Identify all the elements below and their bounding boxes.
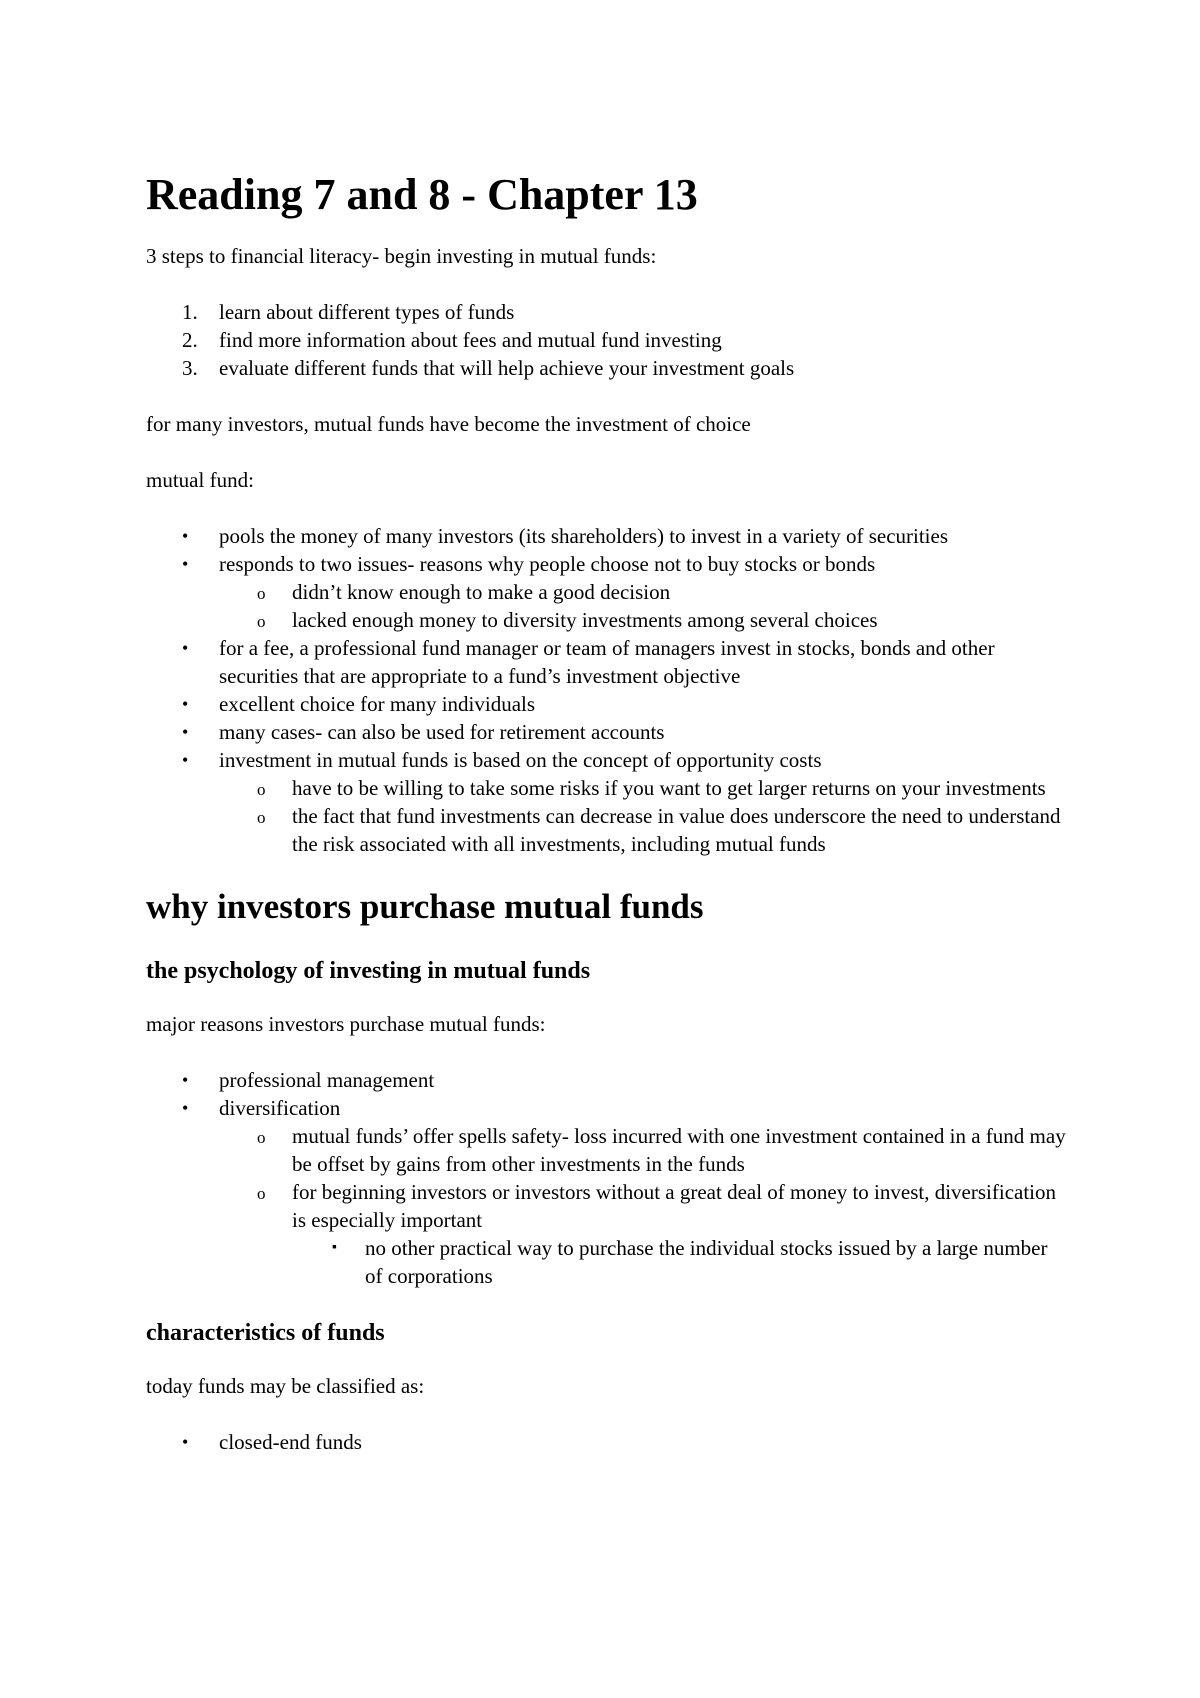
sub-list (219, 774, 1066, 858)
list-item-text: diversification (219, 1096, 341, 1120)
list-item-text: closed-end funds (219, 1430, 362, 1454)
choice-paragraph: for many investors, mutual funds have become the investment of choice (146, 412, 751, 436)
sub-list (219, 1122, 1066, 1290)
list-item-text: many cases- can also be used for retirement accounts (219, 720, 665, 744)
document-page (146, 170, 1066, 1484)
list-item-text: responds to two issues- reasons why people choose not to buy stocks or bonds (219, 552, 876, 576)
list-item-text: evaluate different funds that will help achieve your investment goals (219, 356, 795, 380)
classified-intro: today funds may be classified as: (146, 1374, 425, 1398)
list-item (146, 522, 1066, 550)
list-item-text: the fact that fund investments can decrease in value does underscore the need to understand the risk associated with all investments, including mutual funds (292, 804, 1061, 856)
list-item-text: lacked enough money to diversity investments among several choices (292, 608, 878, 632)
bullet-icon: • (182, 1070, 189, 1090)
sub-sub-list (292, 1234, 1066, 1290)
bullet-icon: • (182, 750, 189, 770)
section-heading-why: why investors purchase mutual funds (146, 887, 704, 926)
mutual-fund-list (146, 522, 1066, 858)
list-item (146, 326, 1066, 354)
list-item-text: excellent choice for many individuals (219, 692, 536, 716)
list-item (219, 1178, 1066, 1290)
list-item-text: no other practical way to purchase the individual stocks issued by a large number of corporations (365, 1236, 1048, 1288)
list-item (146, 550, 1066, 634)
steps-list (146, 298, 1066, 382)
list-item (219, 1122, 1066, 1178)
bullet-icon: • (182, 1098, 189, 1118)
mutual-fund-label: mutual fund: (146, 468, 254, 492)
list-item-text: didn’t know enough to make a good decision (292, 580, 671, 604)
bullet-icon: • (182, 1432, 189, 1452)
list-item (146, 690, 1066, 718)
list-item-text: learn about different types of funds (219, 300, 515, 324)
list-item-text: for beginning investors or investors without a great deal of money to invest, diversification is especially important (292, 1180, 1056, 1232)
reasons-list (146, 1066, 1066, 1290)
bullet-icon: • (182, 694, 189, 714)
intro-paragraph: 3 steps to financial literacy- begin investing in mutual funds: (146, 244, 657, 268)
page-title: Reading 7 and 8 - Chapter 13 (146, 170, 698, 219)
reasons-intro: major reasons investors purchase mutual funds: (146, 1012, 546, 1036)
list-item (146, 354, 1066, 382)
circle-bullet-icon: o (257, 1184, 266, 1203)
list-item (219, 802, 1066, 858)
sub-list (219, 578, 1066, 634)
circle-bullet-icon: o (257, 584, 266, 603)
square-bullet-icon: ▪ (332, 1240, 337, 1255)
circle-bullet-icon: o (257, 1128, 266, 1147)
list-item-text: find more information about fees and mutual fund investing (219, 328, 722, 352)
list-item (146, 1094, 1066, 1290)
list-item (146, 1066, 1066, 1094)
circle-bullet-icon: o (257, 780, 266, 799)
classified-list (146, 1428, 1066, 1456)
list-item (292, 1234, 1066, 1290)
list-item (146, 298, 1066, 326)
list-item (146, 634, 1066, 690)
circle-bullet-icon: o (257, 808, 266, 827)
list-item (146, 718, 1066, 746)
list-item-text: mutual funds’ offer spells safety- loss incurred with one investment contained in a fund may be offset by gains from other investments in the funds (292, 1124, 1066, 1176)
subsection-heading-characteristics: characteristics of funds (146, 1320, 385, 1346)
list-item (219, 774, 1066, 802)
list-number: 3. (182, 356, 198, 380)
list-item-text: professional management (219, 1068, 435, 1092)
list-item (219, 606, 1066, 634)
list-item (146, 1428, 1066, 1456)
list-number: 1. (182, 300, 198, 324)
circle-bullet-icon: o (257, 612, 266, 631)
list-item-text: for a fee, a professional fund manager or team of managers invest in stocks, bonds and other securities that are appropriate to a fund’s investment objective (219, 636, 995, 688)
list-item-text: pools the money of many investors (its shareholders) to invest in a variety of securities (219, 524, 949, 548)
list-item-text: have to be willing to take some risks if you want to get larger returns on your investments (292, 776, 1046, 800)
bullet-icon: • (182, 722, 189, 742)
list-item (146, 746, 1066, 858)
bullet-icon: • (182, 526, 189, 546)
subsection-heading-psychology: the psychology of investing in mutual funds (146, 958, 591, 984)
list-item-text: investment in mutual funds is based on the concept of opportunity costs (219, 748, 822, 772)
bullet-icon: • (182, 554, 189, 574)
list-item (219, 578, 1066, 606)
bullet-icon: • (182, 638, 189, 658)
list-number: 2. (182, 328, 198, 352)
